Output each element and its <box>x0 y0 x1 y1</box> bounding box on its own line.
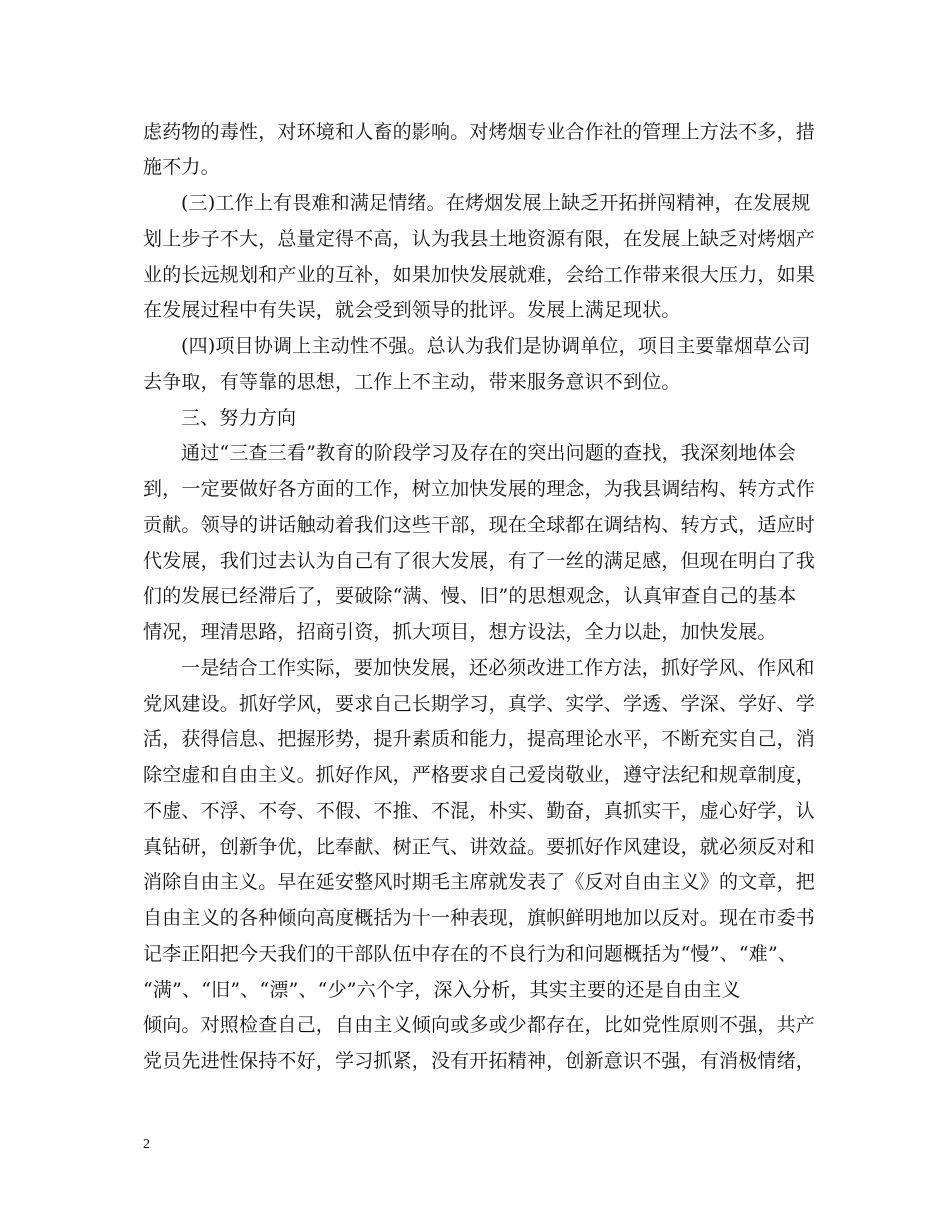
section-heading: 三、努力方向 <box>181 407 297 429</box>
text-line: 们的发展已经滞后了，要破除“满、慢、旧”的思想观念，认真审查自己的基本 <box>143 585 797 607</box>
text-line: 通过“三查三看”教育的阶段学习及存在的突出问题的查找，我深刻地体会 <box>181 442 797 464</box>
text-line: 代发展，我们过去认为自己有了很大发展，有了一丝的满足感，但现在明白了我 <box>143 550 816 572</box>
text-line: 一是结合工作实际，要加快发展，还必须改进工作方法，抓好学风、作风和 <box>181 657 815 679</box>
text-line: 党员先进性保持不好，学习抓紧，没有开拓精神，创新意识不强，有消极情绪， <box>143 1050 816 1072</box>
text-line: 贡献。领导的讲话触动着我们这些干部，现在全球都在调结构、转方式，适应时 <box>143 514 816 536</box>
text-line: 业的长远规划和产业的互补，如果加快发展就难，会给工作带来很大压力，如果 <box>143 264 816 286</box>
page-number: 2 <box>143 1137 150 1152</box>
text-line: 自由主义的各种倾向高度概括为十一种表现，旗帜鲜明地加以反对。现在市委书 <box>143 907 816 929</box>
text-line: 活，获得信息、把握形势，提升素质和能力，提高理论水平，不断充实自己，消 <box>143 728 816 750</box>
text-line: 党风建设。抓好学风，要求自己长期学习，真学、实学、学透、学深、学好、学 <box>143 693 816 715</box>
text-line: 真钻研，创新争优，比奉献、树正气、讲效益。要抓好作风建设，就必须反对和 <box>143 836 816 858</box>
text-line: “满”、“旧”、“漂”、“少”六个字，深入分析，其实主要的还是自由主义 <box>143 979 741 1001</box>
text-line: 划上步子不大，总量定得不高，认为我县土地资源有限，在发展上缺乏对烤烟产 <box>143 228 816 250</box>
text-line: 倾向。对照检查自己，自由主义倾向或多或少都存在，比如党性原则不强，共产 <box>143 1014 816 1036</box>
text-line: 施不力。 <box>143 156 220 178</box>
text-line: 在发展过程中有失误，就会受到领导的批评。发展上满足现状。 <box>143 299 681 321</box>
text-line: 虑药物的毒性，对环境和人畜的影响。对烤烟专业合作社的管理上方法不多，措 <box>143 121 816 143</box>
text-line: (四)项目协调上主动性不强。总认为我们是协调单位，项目主要靠烟草公司 <box>181 335 811 357</box>
text-line: 情况，理清思路，招商引资，抓大项目，想方设法，全力以赴，加快发展。 <box>143 621 777 643</box>
text-line: (三)工作上有畏难和满足情绪。在烤烟发展上缺乏开拓拼闯精神，在发展规 <box>181 192 811 214</box>
text-line: 去争取，有等靠的思想，工作上不主动，带来服务意识不到位。 <box>143 371 681 393</box>
text-line: 除空虚和自由主义。抓好作风，严格要求自己爱岗敬业，遵守法纪和规章制度， <box>143 764 816 786</box>
text-line: 不虚、不浮、不夸、不假、不推、不混，朴实、勤奋，真抓实干，虚心好学，认 <box>143 800 816 822</box>
text-line: 消除自由主义。早在延安整风时期毛主席就发表了《反对自由主义》的文章，把 <box>143 871 816 893</box>
text-line: 到，一定要做好各方面的工作，树立加快发展的理念，为我县调结构、转方式作 <box>143 478 816 500</box>
text-line: 记李正阳把今天我们的干部队伍中存在的不良行为和问题概括为“慢”、“难”、 <box>143 943 798 965</box>
